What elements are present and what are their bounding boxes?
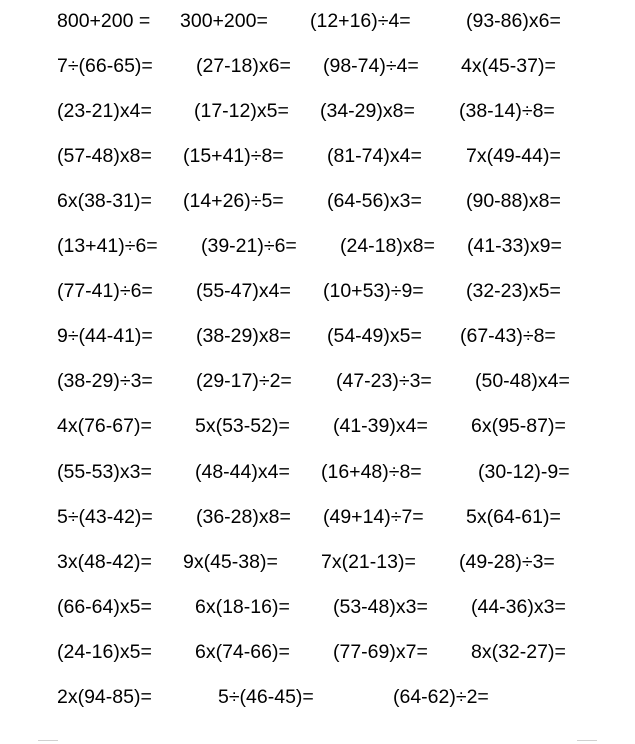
math-problem: (39-21)÷6=	[201, 235, 297, 258]
math-problem: 5÷(46-45)=	[218, 685, 314, 708]
math-problem: (29-17)÷2=	[196, 370, 292, 393]
math-problem: (24-16)x5=	[57, 640, 152, 663]
problem-row	[0, 682, 635, 712]
math-problem: (53-48)x3=	[333, 595, 428, 618]
math-problem: 5x(64-61)=	[466, 505, 561, 528]
math-problem: 800+200 =	[57, 10, 151, 32]
math-problem: 4x(45-37)=	[461, 55, 556, 78]
math-problem: 3x(48-42)=	[57, 550, 152, 573]
math-problem: 2x(94-85)=	[57, 685, 152, 708]
problem-row	[0, 96, 635, 126]
math-problem: (41-33)x9=	[467, 235, 562, 258]
math-problem: (64-62)÷2=	[393, 685, 489, 708]
math-problem: (50-48)x4=	[475, 370, 570, 393]
math-problem: (66-64)x5=	[57, 595, 152, 618]
math-problem: (49+14)÷7=	[323, 505, 424, 528]
math-problem: 7x(49-44)=	[466, 145, 561, 168]
math-problem: 5÷(43-42)=	[57, 505, 153, 528]
math-problem: (67-43)÷8=	[460, 325, 556, 348]
math-problem: 6x(74-66)=	[195, 640, 290, 663]
math-problem: (36-28)x8=	[196, 505, 291, 528]
math-problem: 5x(53-52)=	[195, 415, 290, 438]
math-problem: (15+41)÷8=	[183, 145, 284, 168]
math-problem: (55-47)x4=	[196, 280, 291, 303]
math-problem: (64-56)x3=	[327, 190, 422, 213]
math-problem: (24-18)x8=	[340, 235, 435, 258]
math-problem: (23-21)x4=	[57, 100, 152, 123]
math-problem: (57-48)x8=	[57, 145, 152, 168]
problem-row	[0, 321, 635, 351]
problem-row	[0, 231, 635, 261]
math-problem: 9x(45-38)=	[183, 550, 278, 573]
math-problem: (34-29)x8=	[320, 100, 415, 123]
math-problem: (12+16)÷4=	[310, 10, 411, 32]
math-problem: 6x(38-31)=	[57, 190, 152, 213]
math-problem: (27-18)x6=	[196, 55, 291, 78]
math-problem: 7x(21-13)=	[321, 550, 416, 573]
math-problem: 4x(76-67)=	[57, 415, 152, 438]
math-problem: 6x(18-16)=	[195, 595, 290, 618]
problem-row	[0, 186, 635, 216]
math-problem: (54-49)x5=	[327, 325, 422, 348]
math-problem: (41-39)x4=	[333, 415, 428, 438]
math-problem: (49-28)÷3=	[459, 550, 555, 573]
math-problem: (38-14)÷8=	[459, 100, 555, 123]
math-problem: (81-74)x4=	[327, 145, 422, 168]
math-problem: (93-86)x6=	[466, 10, 561, 32]
problem-row	[0, 411, 635, 441]
problem-row	[0, 637, 635, 667]
math-problem: (17-12)x5=	[194, 100, 289, 123]
math-problem: 8x(32-27)=	[471, 640, 566, 663]
math-problem: (77-41)÷6=	[57, 280, 153, 303]
math-problem: 6x(95-87)=	[471, 415, 566, 438]
math-problem: (16+48)÷8=	[321, 460, 422, 483]
math-problem: (30-12)-9=	[478, 460, 570, 483]
math-problem: (90-88)x8=	[466, 190, 561, 213]
problem-row	[0, 547, 635, 577]
math-problem: (77-69)x7=	[333, 640, 428, 663]
math-problem: (13+41)÷6=	[57, 235, 158, 258]
page-corner-mark-right	[577, 740, 597, 741]
problem-row	[0, 592, 635, 622]
math-problem: 300+200=	[180, 10, 268, 32]
math-problem: 9÷(44-41)=	[57, 325, 153, 348]
math-problem: (14+26)÷5=	[183, 190, 284, 213]
math-problem: (38-29)x8=	[196, 325, 291, 348]
problem-row	[0, 502, 635, 532]
math-problem: (44-36)x3=	[471, 595, 566, 618]
problem-row	[0, 51, 635, 81]
math-problem: (32-23)x5=	[466, 280, 561, 303]
problem-row	[0, 276, 635, 306]
math-problem: (98-74)÷4=	[323, 55, 419, 78]
math-problem: 7÷(66-65)=	[57, 55, 153, 78]
math-problem: (55-53)x3=	[57, 460, 152, 483]
page-corner-mark-left	[38, 740, 58, 741]
problem-row	[0, 6, 635, 36]
math-problem: (38-29)÷3=	[57, 370, 153, 393]
problem-row	[0, 366, 635, 396]
problem-row	[0, 457, 635, 487]
math-problem: (48-44)x4=	[195, 460, 290, 483]
math-problem: (10+53)÷9=	[323, 280, 424, 303]
problem-row	[0, 141, 635, 171]
math-problem: (47-23)÷3=	[336, 370, 432, 393]
